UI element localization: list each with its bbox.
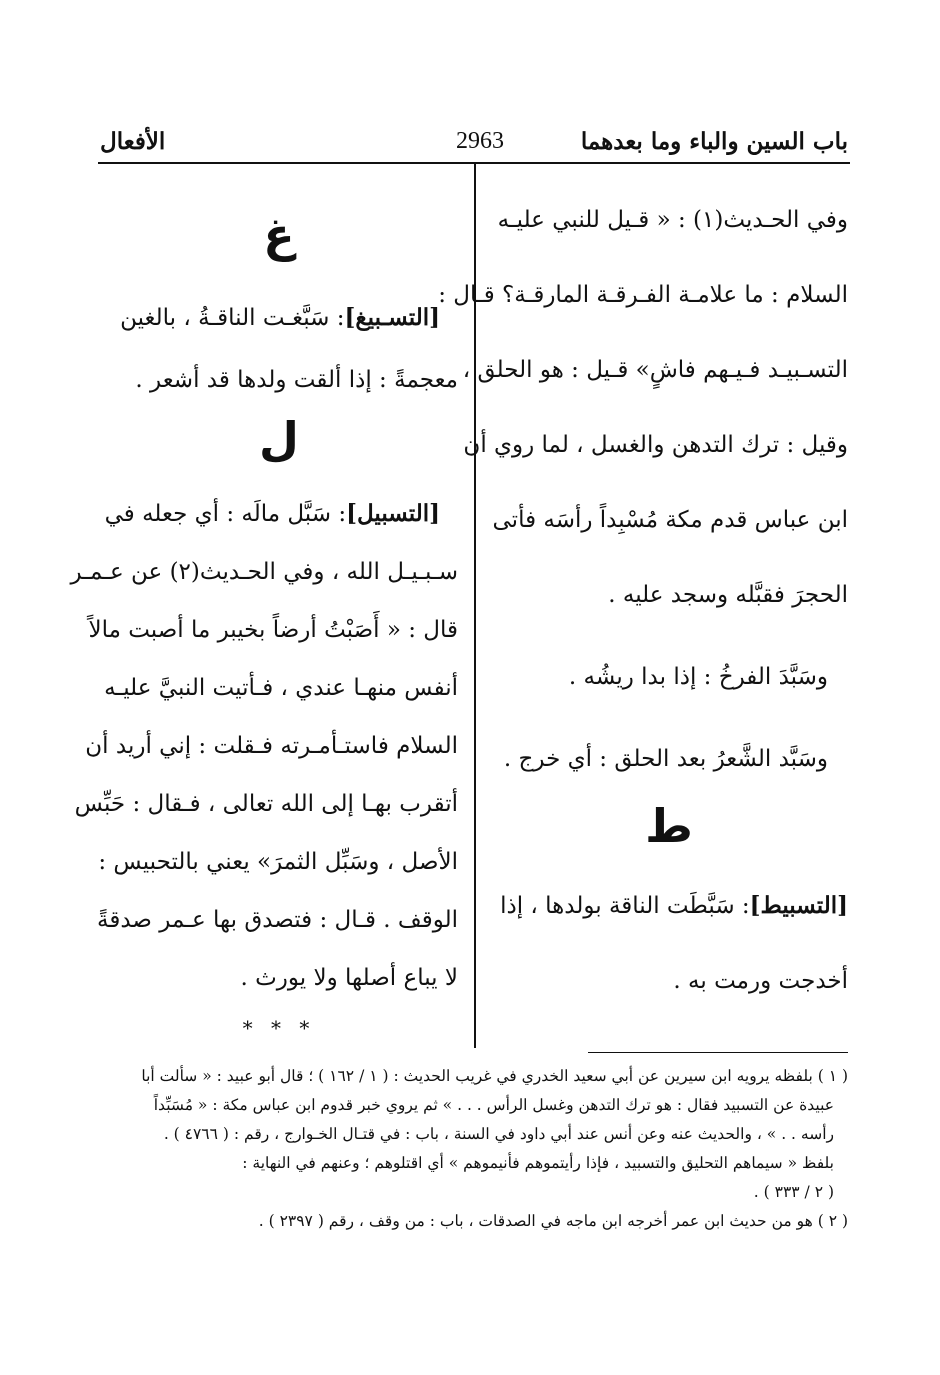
entry-tasbil [100,499,458,529]
entry-text: : سَبَّغـت الناقـةُ ، بالغين [120,305,345,331]
footnote-line: عبيدة عن التسبيد فقال : هو ترك التدهن وغسل الرأس . . . » ثم يروي خبر قدوم ابن عباس مكة : « مُسَبِّداً [153,1096,834,1114]
entry-tasbigh [100,303,458,333]
text-line: السلام : ما علامـة الفـرقـة المارقـة؟ قـال : [438,282,848,308]
text-line: وسَبَّد الشَّعرُ بعد الحلق : أي خرج . [503,746,828,772]
page-number: 2963 [456,128,504,154]
entry-term: [التسـبيغ] [344,304,440,331]
footnote-line: رأسه . . » ، والحديث عنه وعن أنس عند أبي داود في السنة ، باب : في قتـال الخـوارج ، رقم : ( ٤٧٦٦ ) . [163,1125,834,1143]
text-line: سـبـيـل الله ، وفي الحـديث(٢) عن عـمـر [70,559,458,585]
text-line: معجمةً : إذا ألقت ولدها قد أشعر . [135,367,458,393]
footnotes [113,1062,848,1236]
text-line: وقيل : ترك التدهن والغسل ، لما روي أن [463,432,848,458]
entry-term: [التسبيل] [346,500,440,527]
text-line: لا يباع أصلها ولا يورث . [240,965,458,991]
text-line: التسـبيـد فـيـهم فاشٍ» قـيل : هو الحلق ، [462,357,848,383]
text-line: أخدجت ورمت به . [673,968,848,994]
entry-tasbit [490,891,848,921]
chapter-title: باب السين والباء وما بعدهما [580,128,848,155]
section-title: الأفعال [100,128,166,155]
entry-text: : سَبَّل مالَه : أي جعله في [104,501,347,527]
text-line: الحجرَ فقبَّله وسجد عليه . [608,582,848,608]
letter-heading-lam: ل [259,412,299,466]
right-column [438,205,848,996]
letter-heading-ta: ط [645,799,693,853]
text-line: الأصل ، وسَبِّل الثمرَ» يعني بالتحبيس : [98,849,458,875]
footnote-line: ( ١ ) بلفظه يرويه ابن سيرين عن أبي سعيد الخدري في غريب الحديث : ( ١ / ١٦٢ ) ؛ قال أبو عبيد : « سألت أبا [141,1067,848,1085]
footnote-line: بلفظ « سيماهم التحليق والتسبيد ، فإذا رأيتموهم فأنيموهم » أي اقتلوهم ؛ وعنهم في النهاية : [242,1154,834,1172]
text-line: قال : « أَصَبْتُ أرضاً بخيبر ما أصبت مالاً [88,617,458,643]
entry-text: : سَبَّطَت الناقة بولدها ، إذا [500,893,750,919]
text-line: ابن عباس قدم مكة مُسْبِداً رأسَه فأتى [492,507,848,533]
text-line: السلام فاستـأمـرته فـقلت : إني أريد أن [85,733,458,759]
text-line: وفي الحـديث(١) : « قـيل للنبي عليـه [497,207,848,233]
footnote-rule [588,1052,848,1053]
text-line: وسَبَّدَ الفرخُ : إذا بدا ريشُه . [568,664,828,690]
text-line: أنفس منهـا عندي ، فـأتيت النبيَّ عليـه [104,675,458,701]
section-separator: * * * [242,1016,316,1040]
text-line: أتقرب بهـا إلى الله تعالى ، فـقال : حَبِّس [74,791,458,817]
entry-term: [التسبيط] [749,892,848,919]
footnote-line: ( ٢ / ٣٣٣ ) . [753,1183,834,1201]
footnote-line: ( ٢ ) هو من حديث ابن عمر أخرجه ابن ماجه في الصدقات ، باب : من وقف ، رقم ( ٢٣٩٧ ) . [258,1212,848,1230]
left-column [70,205,458,1043]
letter-heading-ghayn: غ [263,208,295,262]
text-line: الوقف . قـال : فتصدق بها عـمر صدقةً [97,907,458,933]
